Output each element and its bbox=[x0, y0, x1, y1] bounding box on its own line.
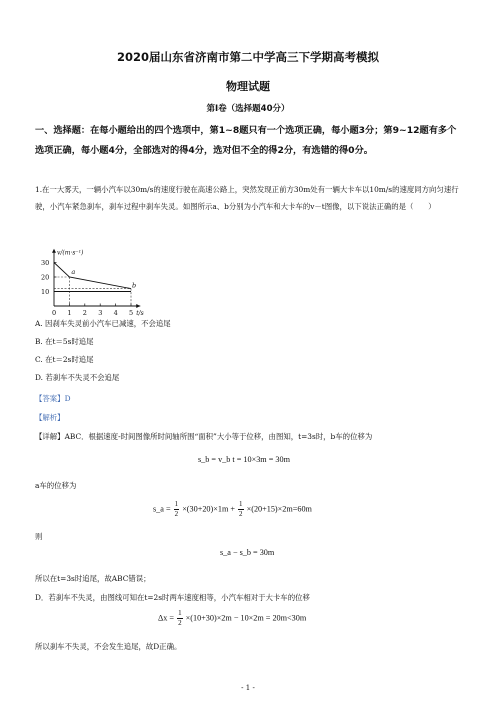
equation-diff: s_a − s_b = 30m bbox=[220, 548, 275, 557]
fraction-half: $\frac{1}{2}$ bbox=[239, 500, 243, 518]
equation-dx-left: Δx = bbox=[158, 613, 175, 623]
y-tick-label: 20 bbox=[41, 273, 50, 282]
equation-sb: s_b = v_b t = 10×3m = 30m bbox=[198, 455, 290, 464]
conclusion-abc: 所以在t=3s时追尾，故ABC错误； bbox=[35, 574, 151, 583]
fraction-half: $\frac{1}{2}$ bbox=[174, 500, 179, 518]
answer-label: 【答案】D bbox=[35, 394, 71, 403]
series-label-a: a bbox=[71, 268, 76, 276]
x-tick-label: 2 bbox=[82, 309, 87, 317]
a-car-intro: a车的位移为 bbox=[35, 481, 77, 490]
question-1-stem: 1.在一大雾天，一辆小汽车以30m/s的速度行驶在高速公路上，突然发现正前方30m处有一辆大卡车以10m/s的速度同方向匀速行驶，小汽车紧急刹车，刹车过程中刹车失灵。如图所示a、b分别为小汽车和大卡车的v－t图像，以下说法正确的是（ ） bbox=[35, 185, 459, 211]
series-label-b: b bbox=[132, 281, 137, 290]
equation-sa bbox=[153, 500, 312, 519]
x-axis-arrow bbox=[136, 304, 140, 308]
page-number: - 1 - bbox=[241, 684, 255, 692]
d-intro: D．若刹车不失灵，由图线可知在t=2s时两车速度相等，小汽车相对于大卡车的位移 bbox=[35, 593, 310, 602]
option-b: B. 在t＝5s时追尾 bbox=[35, 337, 94, 346]
equation-sa-mid1: ×(30+20)×1m + bbox=[182, 504, 235, 514]
y-tick-label: 30 bbox=[41, 259, 50, 267]
y-axis-arrow bbox=[52, 249, 56, 253]
conclusion-d: 所以刹车不失灵，不会发生追尾，故D正确。 bbox=[35, 642, 182, 651]
x-tick-label: 1 bbox=[67, 309, 72, 317]
exam-subtitle: 物理试题 bbox=[226, 80, 270, 93]
equation-dx bbox=[158, 609, 306, 628]
part-heading: 第Ⅰ卷（选择题40分） bbox=[206, 104, 290, 114]
equation-dx-right: ×(10+30)×2m − 10×2m = 20m<30m bbox=[185, 613, 307, 623]
y-axis-label: v/(m·s⁻¹) bbox=[57, 249, 84, 257]
x-tick-label: 3 bbox=[98, 309, 103, 317]
fraction-half: $\frac{1}{2}$ bbox=[178, 609, 182, 627]
x-tick-label: 4 bbox=[113, 309, 118, 317]
y-tick-label: 10 bbox=[41, 288, 50, 296]
analysis-label: 【解析】 bbox=[35, 413, 65, 422]
equation-sa-mid2: ×(20+15)×2m=60m bbox=[246, 504, 312, 514]
option-d: D. 若刹车不失灵不会追尾 bbox=[35, 373, 120, 382]
equation-sa-left: s_a = bbox=[153, 504, 171, 514]
x-tick-label: 0 bbox=[52, 309, 57, 317]
option-c: C. 在t＝2s时追尾 bbox=[35, 355, 94, 364]
exam-title: 2020届山东省济南市第二中学高三下学期高考模拟 bbox=[116, 50, 379, 64]
option-a: A. 因刹车失灵前小汽车已减速，不会追尾 bbox=[35, 319, 171, 328]
detail-intro: 【详解】ABC．根据速度-时间图像所时间轴所围“面积”大小等于位移，由图知，t=3s时，b车的位移为 bbox=[35, 432, 373, 441]
then-text: 则 bbox=[35, 532, 43, 541]
x-tick-label: 5 bbox=[129, 309, 134, 317]
x-axis-label: t/s bbox=[136, 310, 144, 317]
series-line-a bbox=[54, 263, 131, 289]
section-instructions: 一、选择题：在每小题给出的四个选项中，第1~8题只有一个选项正确，每小题3分；第9~12题有多个选项正确，每小题4分，全部选对的得4分，选对但不全的得2分，有选错的得0分。 bbox=[35, 125, 457, 156]
